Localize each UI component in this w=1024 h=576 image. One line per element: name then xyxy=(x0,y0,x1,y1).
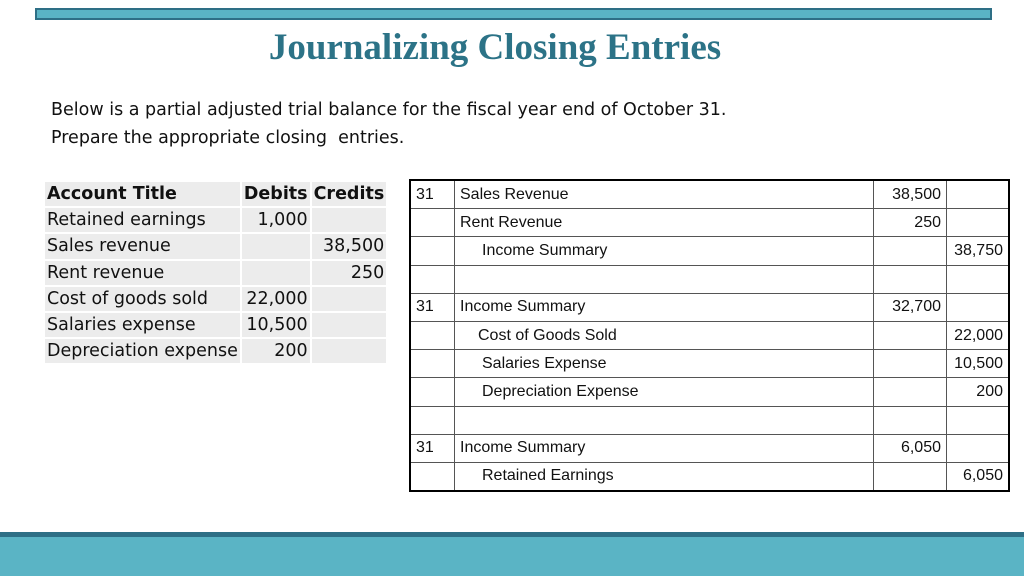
intro-line-1: Below is a partial adjusted trial balance for the fiscal year end of October 31. xyxy=(51,100,727,120)
table-row xyxy=(45,234,386,258)
table-row xyxy=(410,462,1009,491)
table-row xyxy=(410,434,1009,462)
date-cell xyxy=(410,321,455,349)
debit-cell: 22,000 xyxy=(242,287,310,311)
account-cell: Salaries expense xyxy=(45,313,240,337)
account-cell: Sales Revenue xyxy=(455,180,874,209)
slide-title: Journalizing Closing Entries xyxy=(268,27,722,68)
account-cell: Cost of goods sold xyxy=(45,287,240,311)
table-row xyxy=(410,237,1009,265)
credit-cell: 10,500 xyxy=(947,350,1010,378)
account-cell: Salaries Expense xyxy=(455,350,874,378)
debit-cell: 10,500 xyxy=(242,313,310,337)
account-cell xyxy=(455,406,874,434)
debit-cell xyxy=(874,378,947,406)
debit-cell: 1,000 xyxy=(242,208,310,232)
account-cell: Sales revenue xyxy=(45,234,240,258)
table-row xyxy=(45,313,386,337)
table-row xyxy=(410,293,1009,321)
account-cell: Income Summary xyxy=(455,293,874,321)
table-row xyxy=(410,321,1009,349)
credit-cell: 38,750 xyxy=(947,237,1010,265)
credit-cell: 22,000 xyxy=(947,321,1010,349)
intro-text xyxy=(51,96,851,152)
account-cell: Retained Earnings xyxy=(455,462,874,491)
credit-cell xyxy=(947,434,1010,462)
table-row xyxy=(410,350,1009,378)
credit-cell xyxy=(312,313,387,337)
date-cell xyxy=(410,350,455,378)
header-account-title: Account Title xyxy=(45,182,240,206)
debit-cell: 6,050 xyxy=(874,434,947,462)
trial-balance-table xyxy=(43,180,388,365)
date-cell xyxy=(410,265,455,293)
date-cell xyxy=(410,237,455,265)
credit-cell: 200 xyxy=(947,378,1010,406)
credit-cell xyxy=(947,265,1010,293)
date-cell xyxy=(410,209,455,237)
credit-cell xyxy=(312,208,387,232)
account-cell: Depreciation expense xyxy=(45,339,240,363)
debit-cell: 250 xyxy=(874,209,947,237)
table-row xyxy=(45,287,386,311)
account-cell: Income Summary xyxy=(455,237,874,265)
credit-cell: 38,500 xyxy=(312,234,387,258)
debit-cell xyxy=(874,462,947,491)
debit-cell: 38,500 xyxy=(874,180,947,209)
table-row xyxy=(410,209,1009,237)
header-debits: Debits xyxy=(242,182,310,206)
debit-cell: 200 xyxy=(242,339,310,363)
account-cell: Retained earnings xyxy=(45,208,240,232)
header-credits: Credits xyxy=(312,182,387,206)
journal-table xyxy=(409,179,1010,492)
intro-line-2: Prepare the appropriate closing entries. xyxy=(51,128,405,148)
debit-cell xyxy=(242,234,310,258)
account-cell: Income Summary xyxy=(455,434,874,462)
debit-cell xyxy=(874,265,947,293)
debit-cell xyxy=(874,350,947,378)
table-row xyxy=(45,208,386,232)
credit-cell: 6,050 xyxy=(947,462,1010,491)
table-row xyxy=(410,180,1009,209)
account-cell: Cost of Goods Sold xyxy=(455,321,874,349)
credit-cell xyxy=(947,209,1010,237)
date-cell: 31 xyxy=(410,434,455,462)
date-cell xyxy=(410,462,455,491)
debit-cell xyxy=(242,261,310,285)
date-cell xyxy=(410,406,455,434)
date-cell xyxy=(410,378,455,406)
account-cell xyxy=(455,265,874,293)
debit-cell xyxy=(874,321,947,349)
top-decorative-bar xyxy=(35,8,992,20)
trial-balance-header-row xyxy=(45,182,386,206)
account-cell: Rent Revenue xyxy=(455,209,874,237)
account-cell: Rent revenue xyxy=(45,261,240,285)
table-row xyxy=(410,265,1009,293)
credit-cell xyxy=(947,293,1010,321)
date-cell: 31 xyxy=(410,293,455,321)
credit-cell xyxy=(947,180,1010,209)
bottom-decorative-bar xyxy=(0,532,1024,576)
credit-cell xyxy=(312,287,387,311)
debit-cell xyxy=(874,237,947,265)
credit-cell: 250 xyxy=(312,261,387,285)
debit-cell: 32,700 xyxy=(874,293,947,321)
debit-cell xyxy=(874,406,947,434)
credit-cell xyxy=(312,339,387,363)
date-cell: 31 xyxy=(410,180,455,209)
table-row xyxy=(410,406,1009,434)
table-row xyxy=(45,261,386,285)
account-cell: Depreciation Expense xyxy=(455,378,874,406)
table-row xyxy=(410,378,1009,406)
credit-cell xyxy=(947,406,1010,434)
table-row xyxy=(45,339,386,363)
